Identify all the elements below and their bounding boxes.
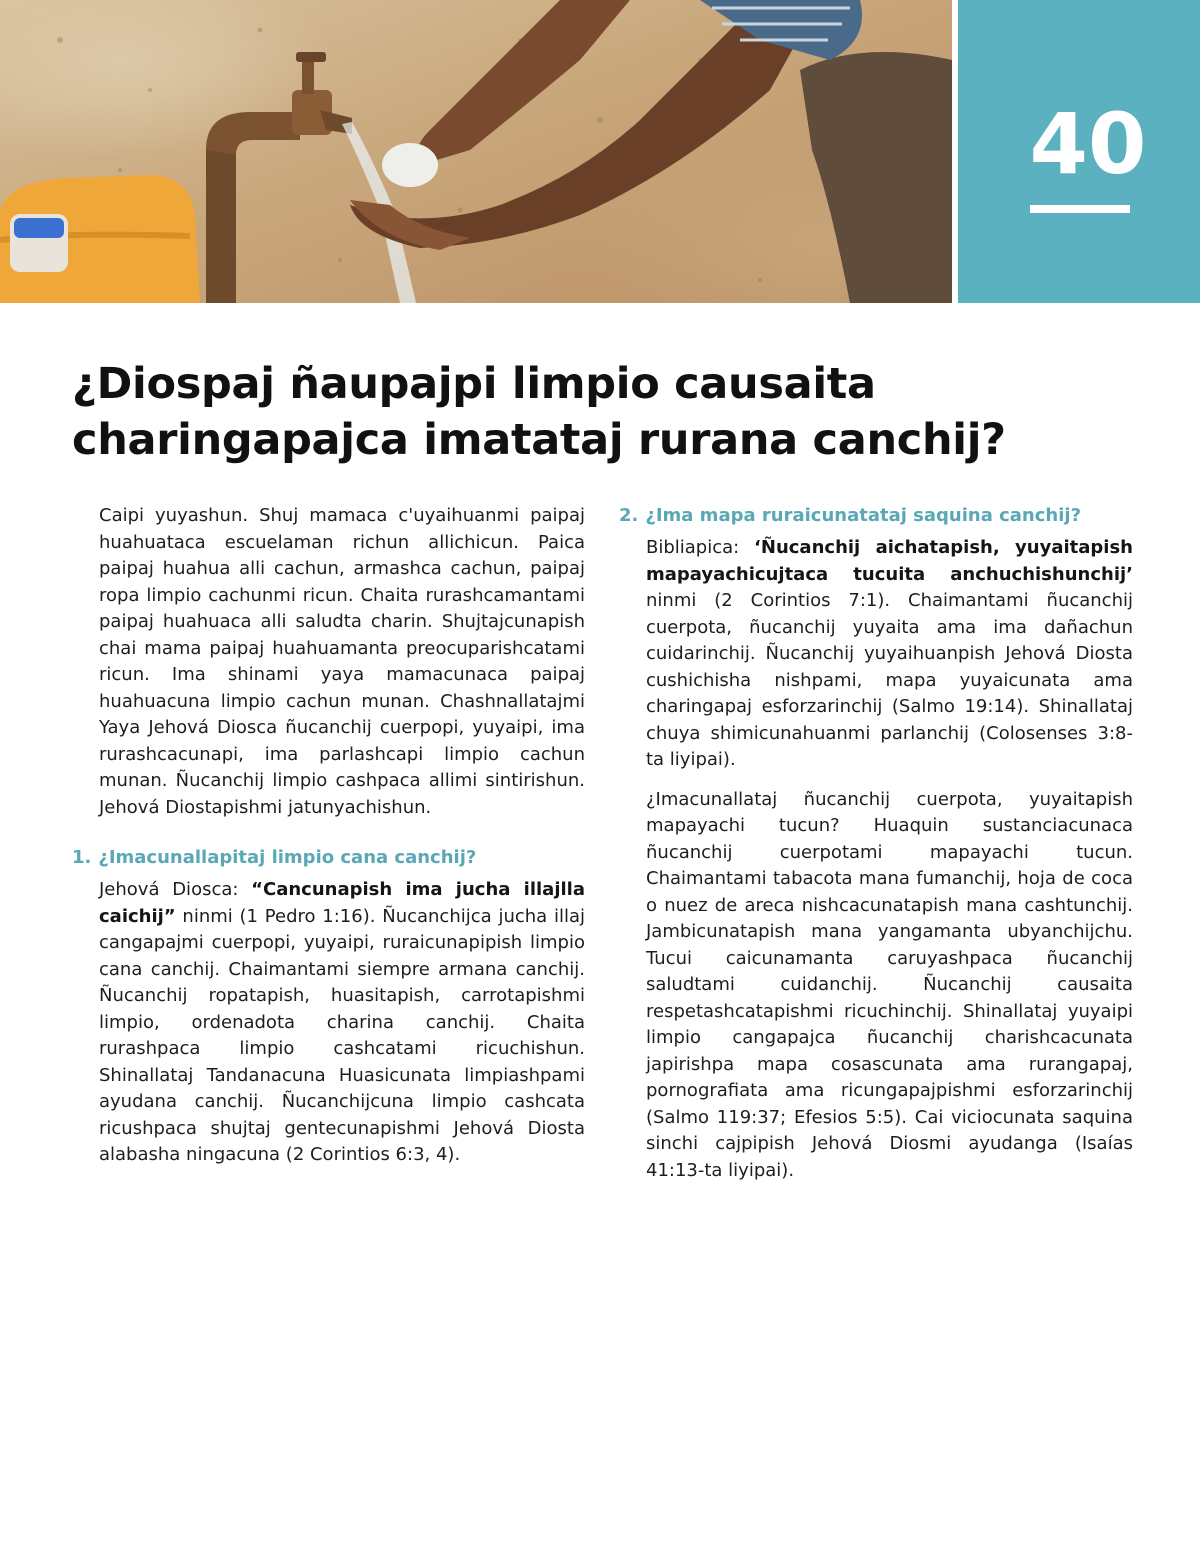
section-1-title: ¿Imacunallapitaj limpio cana canchij? [98,847,477,868]
section-2-extra-paragraph: ¿Imacunallataj ñucanchij cuerpota, yuyaitapish mapayachi tucun? Huaquin sustanciacunaca ñucanchij cuerpotami mapayachi tucun. Chaimantami tabacota mana fumanchij, hoja de coca o nuez de areca nishcacunatapish mana cashtunchij. Jambicunatapish mana yangamanta ubyanchijchu. Tucui caicunamanta caruyashpaca ñucanchij saludtami cuidanchij. Ñucanchij causaita respetashcatapishmi ricuchinchij. Shinallataj yuyaipi limpio cangapajca ñucanchij charishcacunata japirishpa mapa cosascunata ama rurangapaj, pornografiata ama ricungapajpishmi esforzarinchij (Salmo 119:37; Efesios 5:5). Cai viciocunata saquina sinchi cajpipish Jehová Diosmi ayudanga (Isaías 41:13-ta liyipai). [646,788,1133,1181]
section-2-lead: Bibliapica: [646,537,755,558]
lesson-number: 40 [1029,95,1147,193]
section-2-scripture-quote: ‘Ñucanchij aichatapish, yuyaitapish mapayachicujtaca tucuita anchuchishunchij’ [646,537,1133,585]
page-title: ¿Diospaj ñaupajpi limpio causaita charingapajca imatataj rurana canchij? [72,359,1006,465]
section-1-lead: Jehová Diosca: [99,879,252,900]
left-column [72,503,585,1182]
section-2-title: ¿Ima mapa ruraicunatataj saquina canchij? [645,505,1082,526]
handwashing-illustration [0,0,952,303]
lesson-number-badge [958,0,1200,303]
intro-paragraph: Caipi yuyashun. Shuj mamaca c'uyaihuanmi paipaj huahuataca escuelaman richun allichicun. Paica paipaj huahua alli cachun, armashca cachun, paipaj ropa limpio cachunmi ricun. Chaita rurashcamantami paipaj huahuaca alli saludta charin. Shujtajcunapish chai mama paipaj huahuamanta preocuparishcatami ricun. Ima shinami yaya mamacunaca paipaj huahuacuna limpio cachun munan. Chashnallatajmi Yaya Jehová Diosca ñucanchij cuerpopi, yuyaipi, ima rurashcacunapi, ima parlashcapi limpio cachun munan. Ñucanchij limpio cashpaca allimi sintirishun. Jehová Diostapishmi jatunyachishun. [99,505,585,818]
section-1-paragraph [99,877,585,1169]
section-2-paragraph [646,535,1133,774]
section-1-heading [72,845,585,871]
section-2-heading [619,503,1133,529]
right-column [619,503,1133,1197]
hero-photo [0,0,952,303]
section-2-number: 2. [619,505,639,526]
section-1-number: 1. [72,847,92,868]
badge-underline [1030,205,1130,213]
section-1-body: ninmi (1 Pedro 1:16). Ñucanchijca jucha illaj cangapajmi cuerpopi, yuyaipi, ruraicunapipish limpio cana canchij. Chaimantami siempre armana canchij. Ñucanchij ropatapish, huasitapish, carrotapishmi limpio, ordenadota charina canchij. Chaita rurashpaca limpio cashcatami ricuchishun. Shinallataj Tandanacuna Huasicunata limpiashpami ayudana canchij. Ñucanchijcuna limpio cashcata ricushpaca shujtaj gentecunapishmi Jehová Diosta alabasha ningacuna (2 Corintios 6:3, 4). [99,905,585,1165]
section-1-scripture-quote: “Cancunapish ima jucha illajlla caichij” [99,879,585,927]
section-2-body: ninmi (2 Corintios 7:1). Chaimantami ñucanchij cuerpota, ñucanchij yuyaita ama ima dañachun cuidarinchij. Ñucanchij yuyaihuanpish Jehová Diosta cushichisha nishpami, mapa yuyaicunata ama charingapaj esforzarinchij (Salmo 19:14). Shinallataj chuya shimicunahuanmi parlanchij (Colosenses 3:8-ta liyipai). [646,590,1133,770]
